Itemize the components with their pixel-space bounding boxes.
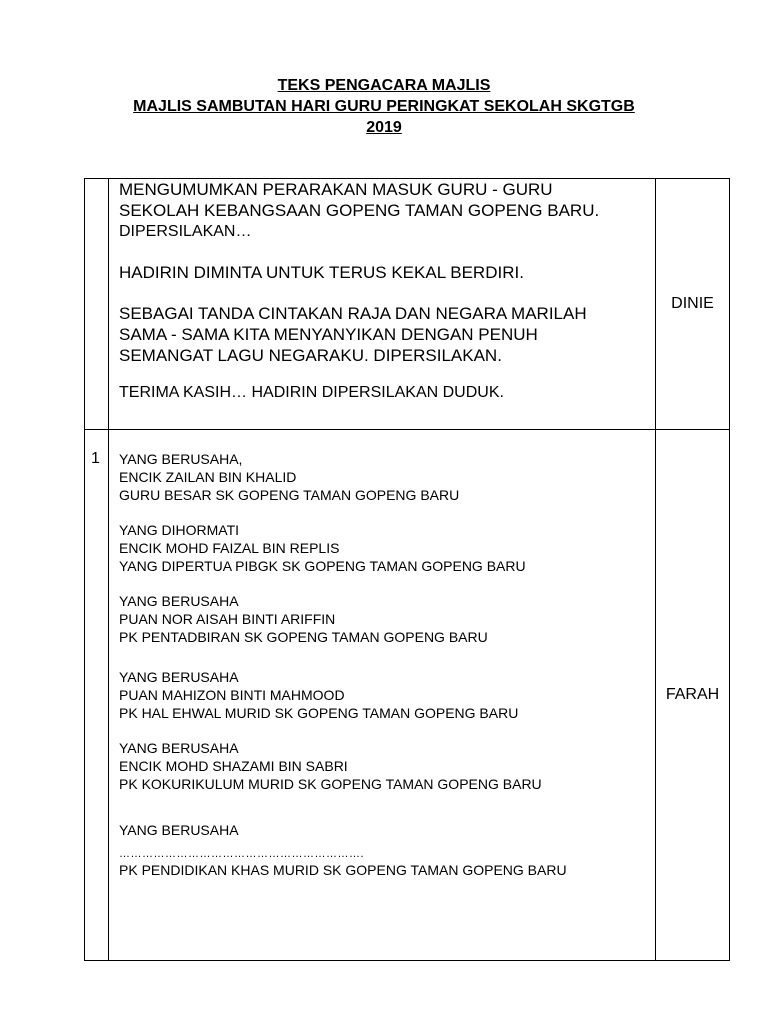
speaker-name: FARAH xyxy=(656,430,730,961)
person-name: PUAN NOR AISAH BINTI ARIFFIN xyxy=(119,611,336,627)
position-line: GURU BESAR SK GOPENG TAMAN GOPENG BARU xyxy=(119,487,460,503)
person-name: PUAN MAHIZON BINTI MAHMOOD xyxy=(119,687,345,703)
person-name: ENCIK ZAILAN BIN KHALID xyxy=(119,469,297,485)
honorific-line: YANG BERUSAHA xyxy=(119,822,239,838)
name-placeholder-dots: ………………………………………………………. xyxy=(119,848,365,860)
position-line: PK HAL EHWAL MURID SK GOPENG TAMAN GOPENG BARU xyxy=(119,705,519,721)
script-line: SAMA - SAMA KITA MENYANYIKAN DENGAN PENUH xyxy=(119,325,538,344)
document-title: TEKS PENGACARA MAJLIS xyxy=(277,77,491,94)
speaker-name: DINIE xyxy=(656,179,730,430)
script-text-cell xyxy=(109,179,656,430)
script-line: HADIRIN DIMINTA UNTUK TERUS KEKAL BERDIRI. xyxy=(119,263,524,282)
script-table xyxy=(84,178,730,961)
table-row xyxy=(85,430,730,961)
script-line: DIPERSILAKAN… xyxy=(119,223,252,240)
script-line: MENGUMUMKAN PERARAKAN MASUK GURU - GURU xyxy=(119,180,553,199)
person-name: ENCIK MOHD FAIZAL BIN REPLIS xyxy=(119,540,340,556)
row-number: 1 xyxy=(85,430,109,961)
script-line: SEKOLAH KEBANGSAAN GOPENG TAMAN GOPENG BARU. xyxy=(119,201,600,220)
row-number xyxy=(85,179,109,430)
person-name: ENCIK MOHD SHAZAMI BIN SABRI xyxy=(119,758,348,774)
document-year: 2019 xyxy=(366,119,402,136)
honorific-line: YANG DIHORMATI xyxy=(119,522,240,538)
honorific-line: YANG BERUSAHA, xyxy=(119,451,243,467)
honorific-line: YANG BERUSAHA xyxy=(119,669,239,685)
position-line: PK KOKURIKULUM MURID SK GOPENG TAMAN GOPENG BARU xyxy=(119,776,542,792)
position-line: YANG DIPERTUA PIBGK SK GOPENG TAMAN GOPENG BARU xyxy=(119,558,526,574)
position-line: PK PENDIDIKAN KHAS MURID SK GOPENG TAMAN GOPENG BARU xyxy=(119,862,567,878)
position-line: PK PENTADBIRAN SK GOPENG TAMAN GOPENG BARU xyxy=(119,629,488,645)
honorific-line: YANG BERUSAHA xyxy=(119,740,239,756)
honorific-line: YANG BERUSAHA xyxy=(119,593,239,609)
script-line: SEBAGAI TANDA CINTAKAN RAJA DAN NEGARA MARILAH xyxy=(119,304,587,323)
script-line: SEMANGAT LAGU NEGARAKU. DIPERSILAKAN. xyxy=(119,346,502,365)
table-row xyxy=(85,179,730,430)
document-subtitle: MAJLIS SAMBUTAN HARI GURU PERINGKAT SEKOLAH SKGTGB xyxy=(133,98,635,115)
script-text-cell xyxy=(109,430,656,961)
script-line: TERIMA KASIH… HADIRIN DIPERSILAKAN DUDUK. xyxy=(119,384,504,401)
